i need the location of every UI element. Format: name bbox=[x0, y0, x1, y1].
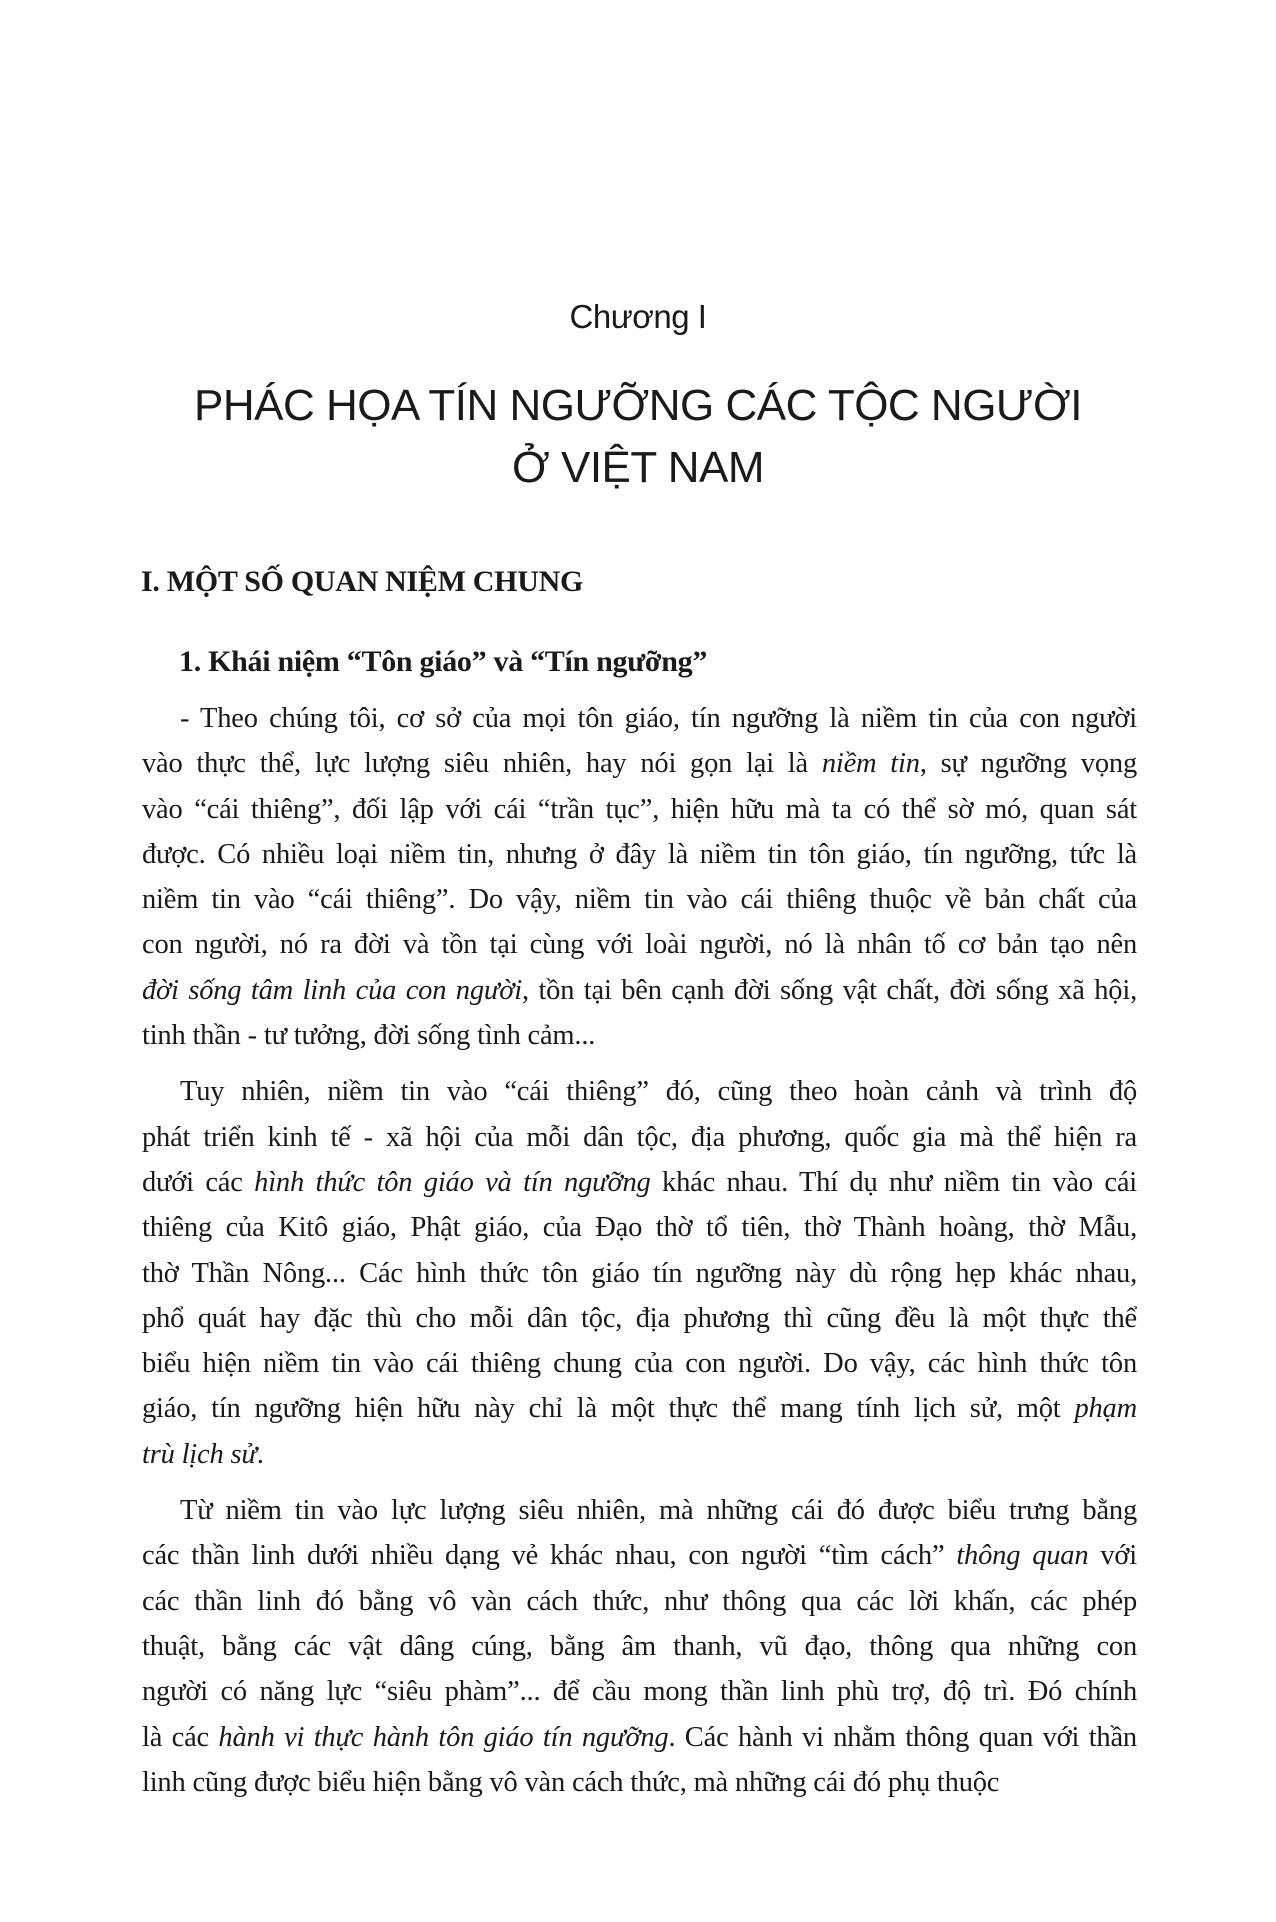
text-run: thuật, bằng các vật dâng cúng, bằng âm thanh, vũ đạo, thông qua những con bbox=[142, 1630, 1137, 1662]
text-run: vào thực thể, lực lượng siêu nhiên, hay nói gọn lại là bbox=[142, 748, 822, 780]
text-line bbox=[142, 1115, 1137, 1160]
chapter-title-line-1: PHÁC HỌA TÍN NGƯỠNG CÁC TỘC NGƯỜI bbox=[194, 381, 1082, 430]
text-run: người có năng lực “siêu phàm”... để cầu mong thần linh phù trợ, độ trì. Đó chính bbox=[142, 1676, 1137, 1708]
text-line bbox=[142, 1160, 1137, 1205]
text-run: vào “cái thiêng”, đối lập với cái “trần tục”, hiện hữu mà ta có thể sờ mó, quan sát bbox=[142, 793, 1137, 825]
text-line bbox=[142, 1341, 1137, 1386]
italic-text: phạm bbox=[1074, 1393, 1137, 1425]
text-line bbox=[142, 1488, 1137, 1533]
chapter-title-line-2: Ở VIỆT NAM bbox=[512, 443, 764, 492]
text-run: các thần linh dưới nhiều dạng vẻ khác nhau, con người “tìm cách” bbox=[142, 1540, 957, 1572]
text-run: thiêng của Kitô giáo, Phật giáo, của Đạo thờ tổ tiên, thờ Thành hoàng, thờ Mẫu, bbox=[142, 1212, 1137, 1244]
paragraph bbox=[142, 1488, 1137, 1805]
text-line bbox=[142, 1296, 1137, 1341]
text-line bbox=[142, 1715, 1137, 1760]
text-run: Từ niềm tin vào lực lượng siêu nhiên, mà những cái đó được biểu trưng bằng bbox=[180, 1495, 1137, 1527]
text-line bbox=[142, 1251, 1137, 1296]
text-line bbox=[142, 1533, 1137, 1578]
text-run: tinh thần - tư tưởng, đời sống tình cảm... bbox=[142, 1020, 596, 1052]
text-line bbox=[142, 1579, 1137, 1624]
text-line bbox=[142, 1760, 1137, 1805]
paragraph bbox=[142, 696, 1137, 1058]
text-line bbox=[142, 832, 1137, 877]
text-run: các thần linh đó bằng vô vàn cách thức, như thông qua các lời khấn, các phép bbox=[142, 1585, 1137, 1617]
text-run: con người, nó ra đời và tồn tại cùng với loài người, nó là nhân tố cơ bản tạo nên bbox=[142, 929, 1137, 961]
text-run: , sự ngưỡng vọng bbox=[919, 748, 1137, 780]
chapter-label: Chương I bbox=[569, 298, 707, 335]
italic-text: hình thức tôn giáo và tín ngưỡng bbox=[254, 1166, 651, 1198]
body-text bbox=[142, 696, 1137, 1816]
text-line bbox=[142, 1669, 1137, 1714]
text-line bbox=[142, 1205, 1137, 1250]
text-run: giáo, tín ngưỡng hiện hữu này chỉ là một thực thể mang tính lịch sử, một bbox=[142, 1393, 1075, 1425]
text-line bbox=[142, 696, 1137, 741]
italic-text: niềm tin bbox=[821, 748, 920, 780]
text-line bbox=[142, 787, 1137, 832]
text-run: linh cũng được biểu hiện bằng vô vàn cách thức, mà những cái đó phụ thuộc bbox=[142, 1766, 1000, 1798]
section-heading: I. MỘT SỐ QUAN NIỆM CHUNG bbox=[141, 565, 583, 598]
text-line bbox=[142, 968, 1137, 1013]
italic-text: thông quan bbox=[956, 1540, 1089, 1572]
text-run: dưới các bbox=[142, 1166, 255, 1198]
text-run: biểu hiện niềm tin vào cái thiêng chung của con người. Do vậy, các hình thức tôn bbox=[142, 1348, 1137, 1380]
paragraph bbox=[142, 1069, 1137, 1477]
text-line bbox=[142, 1386, 1137, 1431]
text-run: , tồn tại bên cạnh đời sống vật chất, đời sống xã hội, bbox=[521, 974, 1137, 1006]
chapter-title bbox=[0, 375, 1276, 499]
text-run: - Theo chúng tôi, cơ sở của mọi tôn giáo, tín ngưỡng là niềm tin của con người bbox=[180, 703, 1137, 734]
text-run: . bbox=[256, 1438, 264, 1470]
text-run: niềm tin vào “cái thiêng”. Do vậy, niềm tin vào cái thiêng thuộc về bản chất của bbox=[142, 884, 1137, 916]
text-run: . Các hành vi nhằm thông quan với thần bbox=[668, 1721, 1137, 1753]
text-run: với bbox=[1088, 1540, 1137, 1572]
text-run: được. Có nhiều loại niềm tin, nhưng ở đây là niềm tin tôn giáo, tín ngưỡng, tức là bbox=[142, 838, 1137, 870]
text-line bbox=[142, 922, 1137, 967]
text-line bbox=[142, 877, 1137, 922]
text-run: thờ Thần Nông... Các hình thức tôn giáo tín ngưỡng này dù rộng hẹp khác nhau, bbox=[142, 1257, 1137, 1289]
text-line bbox=[142, 1624, 1137, 1669]
text-run: là các bbox=[142, 1721, 219, 1753]
italic-text: đời sống tâm linh của con người bbox=[142, 974, 522, 1006]
text-run: phát triển kinh tế - xã hội của mỗi dân tộc, địa phương, quốc gia mà thể hiện ra bbox=[142, 1121, 1137, 1153]
text-line bbox=[142, 1069, 1137, 1114]
text-line bbox=[142, 1013, 1137, 1058]
text-line bbox=[142, 741, 1137, 786]
text-line bbox=[142, 1432, 1137, 1477]
text-run: khác nhau. Thí dụ như niềm tin vào cái bbox=[650, 1166, 1137, 1198]
text-run: phổ quát hay đặc thù cho mỗi dân tộc, địa phương thì cũng đều là một thực thể bbox=[142, 1302, 1137, 1334]
text-run: Tuy nhiên, niềm tin vào “cái thiêng” đó, cũng theo hoàn cảnh và trình độ bbox=[180, 1076, 1137, 1108]
italic-text: trù lịch sử bbox=[142, 1438, 257, 1470]
subsection-heading: 1. Khái niệm “Tôn giáo” và “Tín ngưỡng” bbox=[179, 645, 708, 678]
italic-text: hành vi thực hành tôn giáo tín ngưỡng bbox=[218, 1721, 669, 1753]
